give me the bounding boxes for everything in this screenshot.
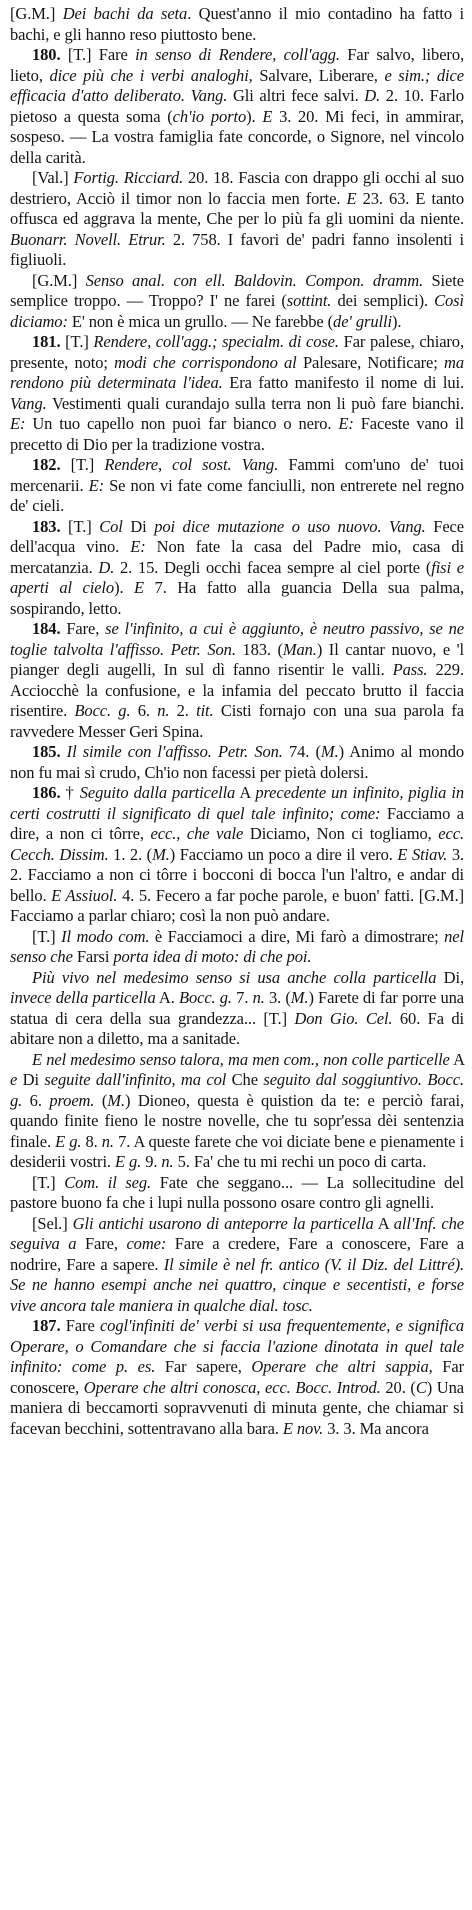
- text-run: A.: [155, 988, 179, 1007]
- italic-run: E: [262, 106, 273, 126]
- italic-run: Bocc. g.: [74, 701, 131, 720]
- text-run: Vestimenti quali curandajo sulla terra non li può fare bianchi.: [46, 393, 464, 413]
- text-run: Gli altri fece salvi.: [227, 86, 365, 105]
- italic-run: E:: [338, 414, 354, 433]
- italic-run: E g.: [114, 1152, 142, 1171]
- italic-run: E Assiuol.: [51, 885, 118, 905]
- sense-number: 186.: [32, 783, 61, 802]
- text-run: Fare a credere, Fare a conoscere, Fare a nodrire, Fare a sapere.: [10, 1234, 464, 1274]
- italic-run: Pass.: [392, 660, 428, 679]
- italic-run: Rendere, coll'agg.; specialm. di cose.: [93, 332, 339, 351]
- text-run: Far salvo, libero, lieto,: [10, 45, 464, 85]
- text-run: [T.]: [32, 926, 62, 946]
- italic-run: Don Gio. Cel.: [294, 1008, 393, 1028]
- text-run: dei semplici).: [331, 291, 435, 310]
- text-run: è Facciamoci a dire, Mi farò a dimostrare;: [149, 926, 445, 946]
- text-run: Se non vi fate come fanciulli, non entrerete nel regno de' cieli.: [10, 475, 465, 515]
- dictionary-paragraph: [10, 1214, 464, 1317]
- sense-number: 184.: [32, 619, 61, 638]
- text-run: Faceste vano il precetto di Dio per la tradizione vostra.: [10, 414, 464, 454]
- italic-run: E:: [130, 537, 146, 556]
- text-run: (: [94, 1090, 108, 1110]
- text-run: Fate che seggano... — La sollecitudine del pastore buono fa che i lupi nulla possono osare contro gli agnelli.: [10, 1172, 465, 1212]
- italic-run: in senso di Rendere, coll'agg.: [135, 45, 340, 64]
- text-run: Che: [226, 1070, 264, 1089]
- sense-number: 183.: [32, 516, 61, 536]
- italic-run: n.: [157, 701, 170, 720]
- text-run: 4. 5. Fecero a far poche parole, e buon' fatti. [G.M.] Facciamo a parlar chiaro; così la non può andare.: [10, 885, 464, 925]
- text-run: Cisti fornajo con una sua parola fa ravvedere Messer Geri Spina.: [10, 701, 464, 741]
- text-run: Diciamo, Non ci togliamo,: [243, 824, 439, 843]
- dictionary-paragraph: [10, 168, 464, 271]
- italic-run: Seguito dalla particella: [79, 783, 236, 802]
- text-run: ) Il cantar nuovo, e 'l pianger degli augelli, In sul dì fanno risentir le valli.: [10, 639, 464, 679]
- text-run: Fammi com'uno de' tuoi mercenarii.: [10, 455, 464, 495]
- sense-number: 187.: [32, 1316, 61, 1335]
- dictionary-paragraph: [10, 1173, 464, 1214]
- italic-run: Operare che altri sappia,: [251, 1357, 433, 1376]
- italic-run: M.: [290, 988, 309, 1007]
- italic-run: Vang.: [10, 393, 47, 413]
- text-run: 2.: [169, 701, 197, 720]
- text-run: Fare,: [60, 619, 106, 638]
- text-run: Era fatto manifesto il nome di lui.: [222, 373, 464, 392]
- italic-run: Così diciamo:: [10, 291, 464, 331]
- italic-run: all'Inf. che seguiva a: [10, 1213, 465, 1253]
- text-run: [T.]: [60, 455, 105, 474]
- text-run: Fare: [60, 1316, 100, 1335]
- text-run: [G.M.]: [32, 270, 86, 290]
- italic-run: Il modo com.: [61, 926, 150, 946]
- text-run: Fare,: [76, 1234, 127, 1253]
- text-run: 8.: [81, 1131, 102, 1151]
- italic-run: E Stiav.: [397, 844, 448, 864]
- text-run: ) Facciamo un poco a dire il vero.: [169, 844, 398, 864]
- text-run: ).: [391, 311, 402, 331]
- italic-run: Man.: [282, 639, 317, 659]
- italic-run: de' grulli: [333, 311, 392, 331]
- italic-run: porta idea di moto: di che poi.: [113, 947, 312, 966]
- italic-run: proem.: [49, 1090, 95, 1110]
- italic-run: Rendere, col sost. Vang.: [104, 455, 279, 474]
- text-run: E' non è mica un grullo. — Ne farebbe (: [67, 311, 334, 331]
- italic-run: E nel medesimo senso talora, ma men com., non colle particelle: [32, 1049, 450, 1069]
- italic-run: ecc. Cecch. Dissim.: [10, 824, 464, 864]
- text-run: 74. (: [282, 742, 321, 761]
- italic-run: nel senso che: [10, 926, 465, 966]
- italic-run: n.: [161, 1152, 174, 1171]
- text-run: ) Farete di far porre una statua di cera della sua grandezza... [T.]: [10, 988, 464, 1028]
- italic-run: come:: [126, 1234, 167, 1253]
- italic-run: M.: [107, 1090, 125, 1110]
- text-run: ) Animo al mondo non fu mai sì crudo, Ch'io non facessi per pietà dolersi.: [10, 742, 465, 782]
- text-run: 5. Fa' che tu mi rechi un poco di carta.: [173, 1152, 427, 1171]
- text-run: Di: [17, 1070, 45, 1089]
- text-run: . Quest'anno il mio contadino ha fatto i bachi, e gli hanno reso piuttosto bene.: [10, 4, 464, 44]
- text-run: Un tuo capello non puoi far bianco o nero.: [25, 414, 339, 433]
- italic-run: E g.: [55, 1131, 82, 1151]
- italic-run: Bocc. g.: [178, 988, 232, 1007]
- text-run: Far sapere,: [155, 1357, 252, 1376]
- dictionary-paragraph: [10, 4, 464, 45]
- italic-run: ecc., che vale: [150, 824, 244, 843]
- text-run: 229. Acciocchè la confusione, e la infamia del peccato brutto il faccia risentire.: [10, 660, 464, 720]
- text-run: 2. 15. Degli occhi facea sempre al ciel porte (: [114, 557, 432, 577]
- text-run: Far conoscere,: [10, 1357, 464, 1397]
- text-run: A: [449, 1049, 464, 1069]
- italic-run: cogl'infiniti de' verbi si usa frequentemente, e significa Operare, o Comandare che si faccia l'azione dinotata in quel tale infinito: come p. es.: [10, 1316, 465, 1376]
- italic-run: Col: [99, 516, 123, 536]
- text-run: Salvare, Liberare,: [252, 65, 385, 85]
- italic-run: fisi e aperti al cielo: [10, 557, 464, 597]
- italic-run: E nov.: [282, 1418, 324, 1438]
- italic-run: E: [346, 188, 357, 208]
- italic-run: precedente un infinito, piglia in certi costrutti il significato di quel tale infinito; come:: [10, 783, 464, 823]
- text-run: [T.]: [32, 1172, 65, 1192]
- text-run: [Val.]: [32, 168, 74, 187]
- italic-run: Fortig. Ricciard.: [73, 168, 184, 187]
- text-run: ).: [246, 106, 263, 126]
- text-run: Farsi: [72, 947, 114, 966]
- text-run: †: [60, 783, 80, 802]
- dictionary-paragraph: [10, 783, 464, 927]
- sense-number: 180.: [32, 45, 61, 64]
- text-run: Facciamo a dire, a non ci tôrre,: [10, 803, 464, 843]
- text-run: 2. 10. Farlo pietoso a questa soma (: [10, 86, 464, 126]
- text-run: 7. A queste farete che voi diciate bene e pienamente i desiderii vostri.: [10, 1131, 464, 1171]
- italic-run: E:: [88, 475, 105, 495]
- dictionary-paragraph: [10, 271, 464, 333]
- text-run: ) Dioneo, questa è quistion da te: e perciò farai, quando finite fieno le nostre novelle, che tu sopr'essa dèi sentenzia finale.: [10, 1090, 464, 1151]
- italic-run: Più vivo nel medesimo senso si usa anche colla particella: [32, 967, 437, 987]
- italic-run: Il simile è nel fr. antico (V. il Diz. del Littré). Se ne hanno esempi anche nei quattro, cinque e secentisti, e forse vive ancora tale maniera in qualche dial. tosc.: [10, 1254, 465, 1315]
- dictionary-paragraph: [10, 742, 464, 783]
- dictionary-paragraph: [10, 619, 464, 742]
- dictionary-paragraph: [10, 927, 464, 968]
- text-run: A: [373, 1213, 394, 1233]
- text-run: [T.]: [60, 516, 100, 536]
- text-run: 183. (: [235, 639, 283, 659]
- italic-run: seguite dall'infinito, ma col: [44, 1070, 227, 1089]
- text-run: [T.] Fare: [60, 45, 136, 64]
- text-run: 20. 18. Fascia con drappo gli occhi al suo destriero, Acciò il timor non lo faccia men forte.: [10, 168, 464, 208]
- italic-run: M.: [152, 844, 170, 864]
- text-run: Non fate la casa del Padre mio, casa di mercatanzia.: [10, 537, 464, 577]
- italic-run: Gli antichi usarono di anteporre la particella: [72, 1213, 374, 1233]
- sense-number: 181.: [32, 332, 61, 351]
- italic-run: n.: [101, 1131, 114, 1151]
- italic-run: Dei bachi da seta: [62, 4, 188, 23]
- text-run: 7.: [231, 988, 253, 1007]
- text-run: [Sel.]: [32, 1213, 73, 1233]
- text-run: 3. (: [264, 988, 291, 1007]
- dictionary-paragraph: [10, 517, 464, 620]
- text-run: 7. Ha fatto alla guancia Della sua palma, sospirando, letto.: [10, 578, 464, 618]
- text-run: Far palese, chiaro, presente, noto;: [10, 332, 464, 372]
- text-run: 2. 758. I favori de' padri fanno insolenti i figliuoli.: [10, 229, 464, 269]
- italic-run: ch'io porto: [172, 106, 247, 126]
- text-run: 9.: [141, 1152, 162, 1171]
- italic-run: E: [134, 578, 145, 597]
- italic-run: modi che corrispondono al: [114, 352, 297, 372]
- text-run: 60. Fa di abitare non a diletto, ma a sanitade.: [10, 1008, 464, 1048]
- italic-run: se l'infinito, a cui è aggiunto, è neutro passivo, se ne toglie talvolta l'affisso. Petr. Son.: [10, 619, 464, 659]
- text-run: 20. (: [380, 1377, 416, 1397]
- italic-run: Il simile con l'affisso. Petr. Son.: [66, 742, 283, 761]
- italic-run: n.: [252, 988, 265, 1007]
- italic-run: seguito dal soggiuntivo. Bocc. g.: [10, 1070, 464, 1110]
- italic-run: Operare che altri conosca, ecc. Bocc. Introd.: [83, 1377, 381, 1397]
- dictionary-paragraph: [10, 332, 464, 455]
- text-run: Di: [122, 516, 155, 536]
- italic-run: poi dice mutazione o uso nuovo. Vang.: [154, 516, 426, 536]
- sense-number: 185.: [32, 742, 61, 761]
- italic-run: Senso anal. con ell. Baldovin. Compon. dramm.: [85, 270, 424, 290]
- text-run: 6.: [22, 1090, 50, 1110]
- text-run: Siete semplice troppo. — Troppo? I' ne farei (: [10, 270, 464, 310]
- text-run: 3. 3. Ma ancora: [323, 1418, 429, 1438]
- text-run: 3. 20. Mi feci, in ammirar, sospeso. — La vostra famiglia fate concorde, o Signore, nel vincolo della carità.: [10, 106, 465, 167]
- italic-run: M.: [320, 742, 339, 761]
- italic-run: tit.: [196, 701, 214, 720]
- text-run: A: [235, 783, 256, 802]
- text-run: ).: [114, 578, 135, 597]
- text-run: 3. 2. Facciamo a non ci tôrre i bocconi di bocca l'un l'altro, e andar di bello.: [10, 844, 464, 905]
- italic-run: D.: [98, 557, 115, 577]
- text-run: [G.M.]: [10, 4, 63, 23]
- dictionary-paragraph: [10, 1316, 464, 1439]
- italic-run: C: [415, 1377, 427, 1397]
- sense-number: 182.: [32, 455, 61, 474]
- italic-run: e sim.; dice efficacia d'atto deliberato. Vang.: [10, 65, 464, 105]
- text-run: ) Una maniera di beccamorti sopravvenuti di minuta gente, che chiamar si facevan becchini, sottentravano alla bara.: [10, 1377, 464, 1438]
- text-run: Fece dell'acqua vino.: [10, 516, 464, 556]
- italic-run: invece della particella: [10, 988, 156, 1007]
- text-run: 6.: [130, 701, 158, 720]
- italic-run: ma rendono più determinata l'idea.: [10, 352, 465, 392]
- italic-run: D.: [364, 86, 381, 105]
- italic-run: e: [10, 1070, 18, 1089]
- italic-run: Com. il seg.: [64, 1172, 152, 1192]
- italic-run: dice più che i verbi analoghi,: [49, 65, 253, 85]
- dictionary-paragraph: [10, 968, 464, 1050]
- italic-run: E:: [10, 414, 26, 433]
- dictionary-paragraph: [10, 1050, 464, 1173]
- text-run: [T.]: [60, 332, 94, 351]
- dictionary-paragraph: [10, 45, 464, 168]
- text-run: 23. 63. E tanto offusca ed aggrava la mente, Che per lo più fa gli uomini da niente.: [10, 188, 464, 228]
- text-run: Palesare, Notificare;: [296, 352, 445, 372]
- italic-run: sottint.: [286, 291, 332, 310]
- text-run: 1. 2. (: [108, 844, 153, 864]
- text-run: Di,: [436, 967, 464, 987]
- italic-run: Buonarr. Novell. Etrur.: [10, 229, 166, 249]
- dictionary-paragraph: [10, 455, 464, 517]
